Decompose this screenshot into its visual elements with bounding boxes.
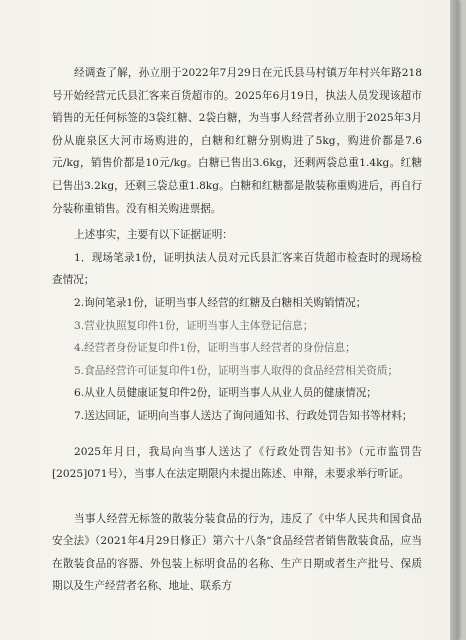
evidence-item-4: 4.经营者身份证复印件1份，证明当事人经营者的身份信息； [74, 342, 356, 355]
paragraph-notice: 2025年月日，我局向当事人送达了《行政处罚告知书》（元市监罚告[2025]071号），当事人在法定期限内未提出陈述、申辩，未要求举行听证。 [52, 445, 422, 481]
paragraph-violation: 当事人经营无标签的散装分装食品的行为，违反了《中华人民共和国食品安全法》（2021年4月29日修正）第六十八条“食品经营者销售散装食品，应当在散装食品的容器、外包装上标明食品的名称、生产日期或者生产批号、保质期以及生产经营者名称、地址、联系方 [52, 512, 422, 593]
evidence-item-6: 6.从业人员健康证复印件2份，证明当事人从业人员的健康情况； [74, 387, 377, 400]
evidence-item-5: 5.食品经营许可证复印件1份，证明当事人取得的食品经营相关资质； [74, 364, 399, 377]
evidence-item-3: 3.营业执照复印件1份，证明当事人主体登记信息； [74, 319, 314, 332]
paragraph-evidence-intro: 上述事实，主要有以下证据证明： [74, 229, 233, 242]
evidence-item-7: 7.送达回证，证明向当事人送达了询问通知书、行政处罚告知书等材料； [74, 409, 413, 422]
evidence-item-2: 2.询问笔录1份，证明当事人经营的红糖及白糖相关购销情况； [74, 296, 367, 309]
paper-edge [450, 0, 458, 640]
evidence-item-1: 1．现场笔录1份，证明执法人员对元氏县汇客来百货超市检查时的现场检查情况； [52, 251, 422, 287]
paragraph-investigation: 经调查了解，孙立朋于2022年7月29日在元氏县马村镇万年村兴年路218号开始经营元氏县汇客来百货超市的。2025年6月19日，执法人员发现该超市销售的无任何标签的3袋红糖、2袋白糖，为当事人经营者孙立朋于2025年3月份从鹿泉区大河市场购进的，白糖和红糖分别购进了5kg，购进价都是7.6元/kg，销售价都是10元/kg。白糖已售出3.6kg，还剩两袋总重1.4kg。红糖已售出3.2kg，还剩三袋总重1.8kg。白糖和红糖都是散装称重购进后，再自行分装称重销售。没有相关购进票据。 [52, 67, 422, 215]
document-body [52, 62, 422, 598]
